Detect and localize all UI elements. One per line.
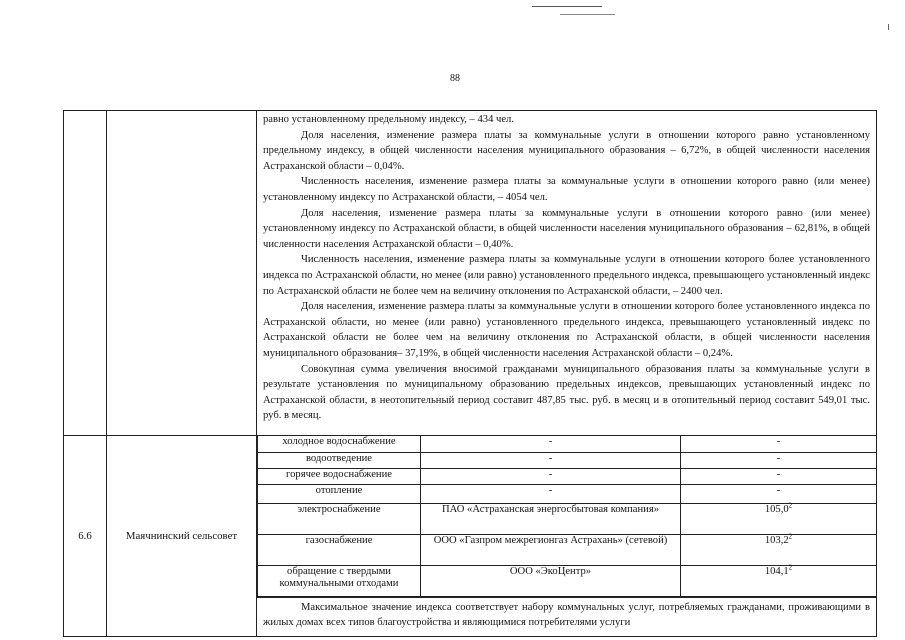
- index-value: -: [776, 452, 781, 464]
- service-row: [258, 468, 877, 484]
- service-row: [258, 452, 877, 468]
- service-provider: -: [421, 436, 681, 452]
- service-provider: -: [421, 484, 681, 503]
- paragraph: равно установленному предельному индексу, – 434 чел.: [263, 114, 514, 125]
- header-rule-secondary: [560, 14, 615, 15]
- service-index: [681, 468, 877, 484]
- service-index: [681, 484, 877, 503]
- index-footnote-mark: 2: [788, 531, 793, 540]
- service-index: [681, 500, 877, 534]
- number-cell-empty: [64, 111, 107, 436]
- service-index: [681, 452, 877, 468]
- service-row: [258, 436, 877, 452]
- paragraph: Доля населения, изменение размера платы за коммунальные услуги в отношении которого более установленного индекса по Астраханской области, но менее (или равно) установленного предельного индекса, превышающего установленный индекс по Астраханской области не более чем на величину отклонения по Астраханской области, в общей численности населения муниципального образования– 37,19%, в общей численности населения Астраханской области – 0,24%.: [263, 301, 870, 359]
- index-footnote-mark: 2: [788, 562, 793, 571]
- service-row: [258, 565, 877, 596]
- service-row: [258, 534, 877, 565]
- service-index: [681, 531, 877, 565]
- index-value: -: [776, 484, 781, 496]
- page-number: 88: [450, 73, 460, 84]
- paragraph: Численность населения, изменение размера платы за коммунальные услуги в отношении которого более установленного индекса по Астраханской области, но менее (или равно) установленного предельного индекса, превышающего установленный индекс по Астраханской области не более чем на величину отклонения по Астраханской области, – 2400 чел.: [263, 254, 870, 297]
- table-row: [64, 436, 877, 637]
- service-index: [681, 436, 877, 452]
- description-text: [257, 111, 876, 435]
- service-index: [681, 562, 877, 596]
- index-value: -: [776, 436, 781, 447]
- header-rule: [532, 6, 602, 7]
- municipality-name: Маячнинский сельсовет: [107, 436, 257, 637]
- margin-mark: [888, 24, 889, 30]
- services-table: [257, 436, 876, 597]
- services-cell: [257, 436, 877, 637]
- paragraph: Численность населения, изменение размера платы за коммунальные услуги в отношении которого равно (или менее) установленному индексу по Астраханской области, – 4054 чел.: [263, 176, 870, 203]
- index-value: 103,2: [764, 534, 789, 546]
- service-name: горячее водоснабжение: [258, 468, 421, 484]
- service-row: [258, 503, 877, 534]
- index-value: 105,0: [764, 503, 789, 515]
- index-value: -: [776, 468, 781, 480]
- service-provider: ООО «Газпром межрегионгаз Астрахань» (сетевой): [421, 534, 681, 565]
- paragraph: Доля населения, изменение размера платы за коммунальные услуги в отношении которого равно установленному предельному индексу, в общей численности населения муниципального образования – 6,72%, в общей численности населения Астраханской области – 0,04%.: [263, 129, 870, 172]
- service-provider: -: [421, 452, 681, 468]
- service-name: электроснабжение: [258, 503, 421, 534]
- service-name: водоотведение: [258, 452, 421, 468]
- service-provider: ООО «ЭкоЦентр»: [421, 565, 681, 596]
- service-row: [258, 484, 877, 503]
- service-name: холодное водоснабжение: [258, 436, 421, 452]
- service-provider: ПАО «Астраханская энергосбытовая компания»: [421, 503, 681, 534]
- service-name: отопление: [258, 484, 421, 503]
- footer-note: [257, 597, 876, 636]
- service-name: обращение с твердыми коммунальными отходами: [258, 565, 421, 596]
- service-name: газоснабжение: [258, 534, 421, 565]
- row-number: 6.6: [64, 436, 107, 637]
- tariff-table: [63, 110, 877, 637]
- name-cell-empty: [107, 111, 257, 436]
- index-value: 104,1: [764, 565, 789, 577]
- description-cell: [257, 111, 877, 436]
- service-provider: -: [421, 468, 681, 484]
- index-footnote-mark: 2: [788, 500, 793, 509]
- table-row: [64, 111, 877, 436]
- footer-paragraph: Максимальное значение индекса соответствует набору коммунальных услуг, потребляемых гражданами, проживающими в жилых домах всех типов благоустройства и являющимися потребителями услуги: [263, 601, 870, 629]
- paragraph: Доля населения, изменение размера платы за коммунальные услуги в отношении которого равно (или менее) установленному индексу по Астраханской области, в общей численности населения муниципального образования – 62,81%, в общей численности населения Астраханской области – 0,40%.: [263, 207, 870, 250]
- paragraph: Совокупная сумма увеличения вносимой гражданами муниципального образования платы за коммунальные услуги в результате установления по муниципальному образованию предельных индексов, превышающих установленный индекс по Астраханской области, в неотопительный период составит 487,85 тыс. руб. в месяц и в отопительный период составит 549,01 тыс. руб. в месяц.: [263, 363, 870, 422]
